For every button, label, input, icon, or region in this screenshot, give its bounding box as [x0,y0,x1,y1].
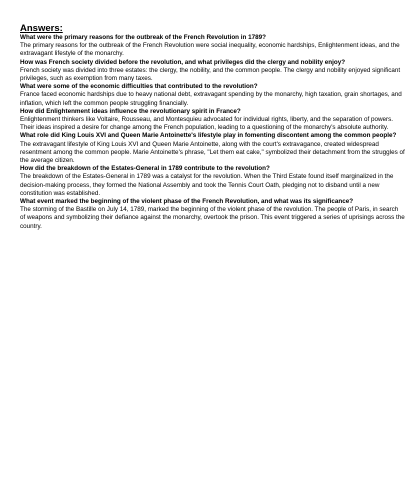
question-7: What event marked the beginning of the violent phase of the French Revolution, and what was its significance? [20,198,354,206]
answer-7: The storming of the Bastille on July 14, 1789, marked the beginning of the violent phase of the revolution. The people of Paris, in search of weapons and symbolizing their defiance against the monarchy, overtook the prison. This event triggered a series of uprisings across the country. [20,206,405,230]
answers-heading: Answers: [20,23,63,34]
question-5: What role did King Louis XVI and Queen Marie Antoinette's lifestyle play in fomenting discontent among the common people? [20,132,397,140]
question-6: How did the breakdown of the Estates-General in 1789 contribute to the revolution? [20,165,270,173]
qa-item-1 [20,34,405,59]
answer-6: The breakdown of the Estates-General in 1789 was a catalyst for the revolution. When the Third Estate found itself marginalized in the decision-making process, they formed the National Assembly and took the Tennis Court Oath, pledging not to disband until a new constitution was established. [20,173,394,197]
qa-item-7 [20,198,405,231]
answers-document [20,23,405,231]
question-1: What were the primary reasons for the outbreak of the French Revolution in 1789? [20,34,266,41]
question-3: What were some of the economic difficulties that contributed to the revolution? [20,83,258,91]
qa-item-6 [20,165,405,198]
qa-item-4 [20,108,405,133]
question-4: How did Enlightenment ideas influence the revolutionary spirit in France? [20,107,241,115]
answer-1: The primary reasons for the outbreak of the French Revolution were social inequality, economic hardships, Enlightenment ideas, and the extravagant lifestyle of the monarchy. [20,42,400,58]
answer-4: Enlightenment thinkers like Voltaire, Rousseau, and Montesquieu advocated for individual rights, liberty, and the separation of powers. Their ideas inspired a desire for change among the French population, leading to a questioning of the monarchy's absolute authority. [20,116,394,132]
qa-item-2 [20,59,405,84]
qa-item-5 [20,132,405,165]
answer-3: France faced economic hardships due to heavy national debt, extravagant spending by the monarchy, high taxation, grain shortages, and inflation, which left the common people struggling financially. [20,91,402,107]
answer-5: The extravagant lifestyle of King Louis XVI and Queen Marie Antoinette, along with the court's extravagance, created widespread resentment among the common people. Marie Antoinette's phrase, "Let them eat cake," symbolized their detachment from the struggles of the average citizen. [20,140,405,165]
question-2: How was French society divided before the revolution, and what privileges did the clergy and nobility enjoy? [20,58,346,66]
qa-item-3 [20,83,405,108]
answer-2: French society was divided into three estates: the clergy, the nobility, and the common people. The clergy and nobility enjoyed significant privileges, such as exemption from many taxes. [20,66,401,83]
